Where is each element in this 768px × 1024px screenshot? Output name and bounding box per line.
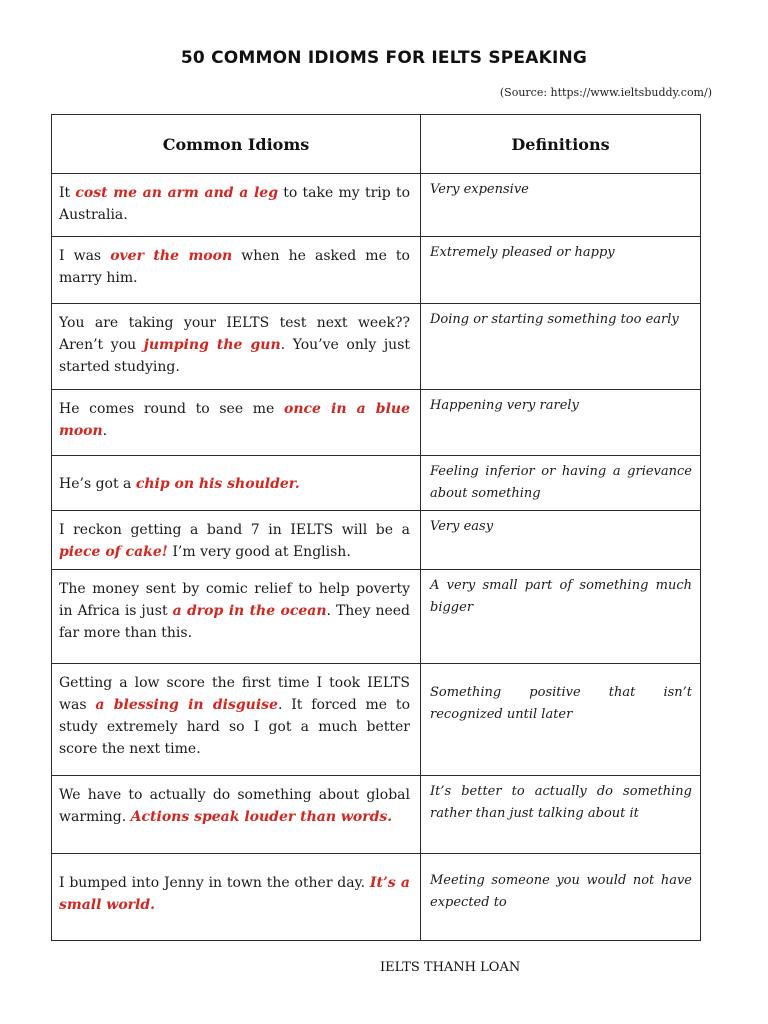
table-row <box>52 304 701 390</box>
table-row <box>52 456 701 511</box>
example-cell <box>52 854 421 941</box>
example-text-before: You are taking your IELTS test next week?? Aren’t you <box>59 315 410 353</box>
table-row <box>52 237 701 304</box>
definition-cell: Happening very rarely <box>421 390 701 456</box>
table-row <box>52 174 701 237</box>
definition-cell: Doing or starting something too early <box>421 304 701 390</box>
idiom-phrase: Actions speak louder than words. <box>130 809 393 825</box>
page-title: 50 COMMON IDIOMS FOR IELTS SPEAKING <box>180 48 588 68</box>
table-row <box>52 854 701 941</box>
example-text-before: I bumped into Jenny in town the other day. <box>59 875 370 891</box>
example-cell <box>52 237 421 304</box>
footer-credit: IELTS THANH LOAN <box>380 960 521 975</box>
example-text-before: Getting a low score the first time I took IELTS was <box>59 675 410 713</box>
table-row <box>52 570 701 664</box>
example-text-after: to take my trip to Australia. <box>59 185 410 223</box>
idiom-phrase: cost me an arm and a leg <box>75 185 278 201</box>
example-cell <box>52 776 421 854</box>
idiom-phrase: jumping the gun <box>143 337 281 353</box>
table-header-row <box>52 115 701 174</box>
idiom-phrase: a drop in the ocean <box>172 603 327 619</box>
example-text-after: . You’ve only just started studying. <box>59 337 411 375</box>
definition-cell: A very small part of something much bigger <box>421 570 701 664</box>
definition-cell: Something positive that isn’t recognized until later <box>421 664 701 776</box>
example-text-after: when he asked me to marry him. <box>59 248 410 286</box>
example-text-after: . <box>102 423 108 439</box>
example-text-before: We have to actually do something about global warming. <box>59 787 410 825</box>
example-cell <box>52 664 421 776</box>
definition-cell: Very expensive <box>421 174 701 237</box>
column-header-idioms: Common Idioms <box>52 115 421 174</box>
idiom-phrase: over the moon <box>110 248 233 264</box>
idiom-phrase: It’s a small world. <box>59 875 410 913</box>
table-row <box>52 664 701 776</box>
definition-cell: Extremely pleased or happy <box>421 237 701 304</box>
definition-cell: Feeling inferior or having a grievance about something <box>421 456 701 511</box>
example-text-after: . They need far more than this. <box>59 603 410 641</box>
example-text-after: I’m very good at English. <box>167 544 351 560</box>
idiom-phrase: piece of cake! <box>59 544 168 560</box>
table-row <box>52 776 701 854</box>
example-text-before: He’s got a <box>59 476 136 492</box>
example-cell <box>52 570 421 664</box>
idioms-table <box>51 114 701 941</box>
example-text-before: He comes round to see me <box>59 401 284 417</box>
example-text-before: It <box>59 185 76 201</box>
example-cell <box>52 456 421 511</box>
idiom-phrase: once in a blue moon <box>59 401 410 439</box>
column-header-definitions: Definitions <box>421 115 701 174</box>
definition-cell: Very easy <box>421 511 701 570</box>
example-text-before: I was <box>59 248 111 264</box>
table-row <box>52 390 701 456</box>
idiom-phrase: a blessing in disguise <box>95 697 278 713</box>
source-citation: (Source: https://www.ieltsbuddy.com/) <box>499 86 712 99</box>
table-row <box>52 511 701 570</box>
example-cell <box>52 390 421 456</box>
example-cell <box>52 174 421 237</box>
example-cell <box>52 511 421 570</box>
example-text-before: I reckon getting a band 7 in IELTS will be a <box>59 522 410 538</box>
definition-cell: Meeting someone you would not have expected to <box>421 854 701 941</box>
definition-cell: It’s better to actually do something rather than just talking about it <box>421 776 701 854</box>
example-text-after: . It forced me to study extremely hard so I got a much better score the next time. <box>59 697 410 757</box>
idiom-phrase: chip on his shoulder. <box>135 476 300 492</box>
example-cell <box>52 304 421 390</box>
example-text-before: The money sent by comic relief to help poverty in Africa is just <box>59 581 410 619</box>
